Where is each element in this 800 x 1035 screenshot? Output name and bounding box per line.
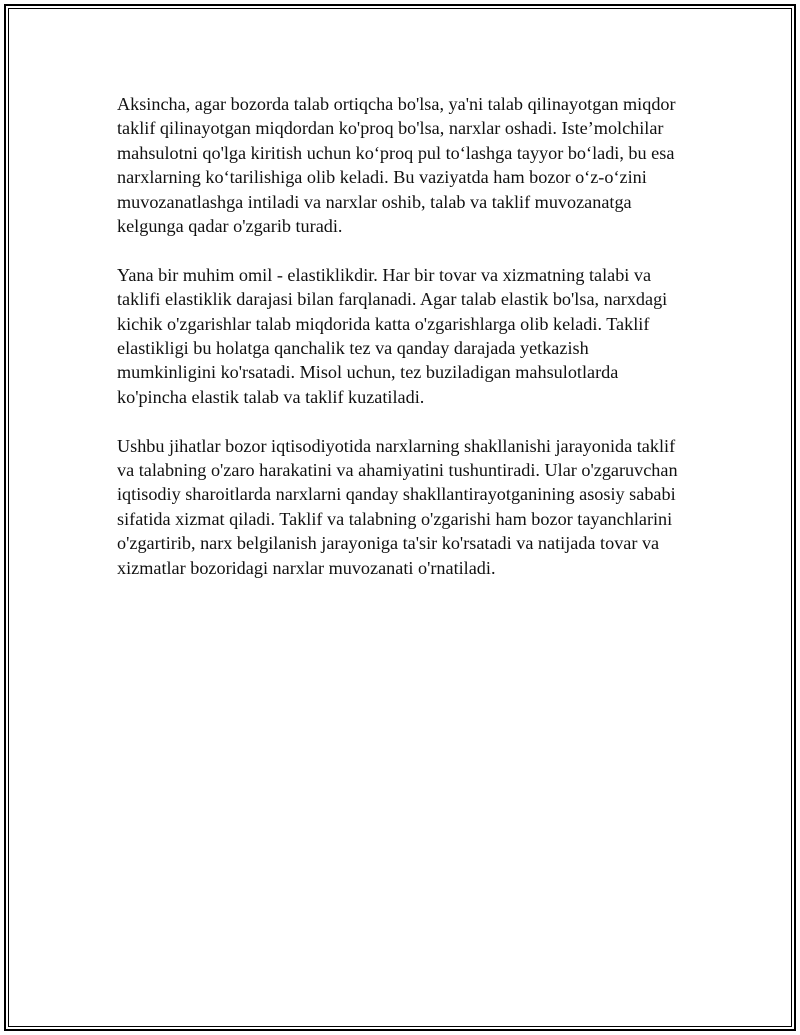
paragraph-line: xizmatlar bozoridagi narxlar muvozanati o'rnatiladi.	[117, 557, 496, 578]
paragraph-line: va talabning o'zaro harakatini va ahamiyatini tushuntiradi. Ular o'zgaruvchan	[117, 460, 678, 481]
paragraph-line: Aksincha, agar bozorda talab ortiqcha bo'lsa, ya'ni talab qilinayotgan miqdor	[117, 94, 676, 114]
paragraph-line: iqtisodiy sharoitlarda narxlarni qanday shakllantirayotganining asosiy sababi	[117, 484, 676, 505]
paragraph-line: kichik o'zgarishlar talab miqdorida katta o'zgarishlarga olib keladi. Taklif	[117, 313, 650, 334]
document-body	[117, 92, 697, 604]
paragraph-line: o'zgartirib, narx belgilanish jarayoniga ta'sir ko'rsatadi va natijada tovar va	[117, 533, 660, 554]
paragraph-3	[117, 434, 697, 580]
paragraph-line: Ushbu jihatlar bozor iqtisodiyotida narxlarning shakllanishi jarayonida taklif	[117, 435, 676, 456]
paragraph-2	[117, 263, 697, 409]
paragraph-line: kelgunga qadar o'zgarib turadi.	[117, 216, 343, 237]
paragraph-line: Yana bir muhim omil - elastiklikdir. Har bir tovar va xizmatning talabi va	[117, 264, 652, 285]
paragraph-line: elastikligi bu holatga qanchalik tez va qanday darajada yetkazish	[117, 338, 589, 359]
paragraph-1	[117, 92, 697, 238]
paragraph-line: mumkinligini ko'rsatadi. Misol uchun, tez buziladigan mahsulotlarda	[117, 362, 619, 383]
paragraph-line: mahsulotni qo'lga kiritish uchun ko‘proq pul to‘lashga tayyor bo‘ladi, bu esa	[117, 142, 675, 163]
paragraph-line: sifatida xizmat qiladi. Taklif va talabning o'zgarishi ham bozor tayanchlarini	[117, 508, 673, 529]
paragraph-line: ko'pincha elastik talab va taklif kuzatiladi.	[117, 386, 425, 407]
paragraph-line: muvozanatlashga intiladi va narxlar oshib, talab va taklif muvozanatga	[117, 191, 632, 212]
paragraph-line: taklif qilinayotgan miqdordan ko'proq bo'lsa, narxlar oshadi. Iste’molchilar	[117, 118, 664, 139]
paragraph-line: narxlarning ko‘tarilishiga olib keladi. Bu vaziyatda ham bozor o‘z-o‘zini	[117, 167, 647, 188]
paragraph-line: taklifi elastiklik darajasi bilan farqlanadi. Agar talab elastik bo'lsa, narxdagi	[117, 289, 668, 310]
